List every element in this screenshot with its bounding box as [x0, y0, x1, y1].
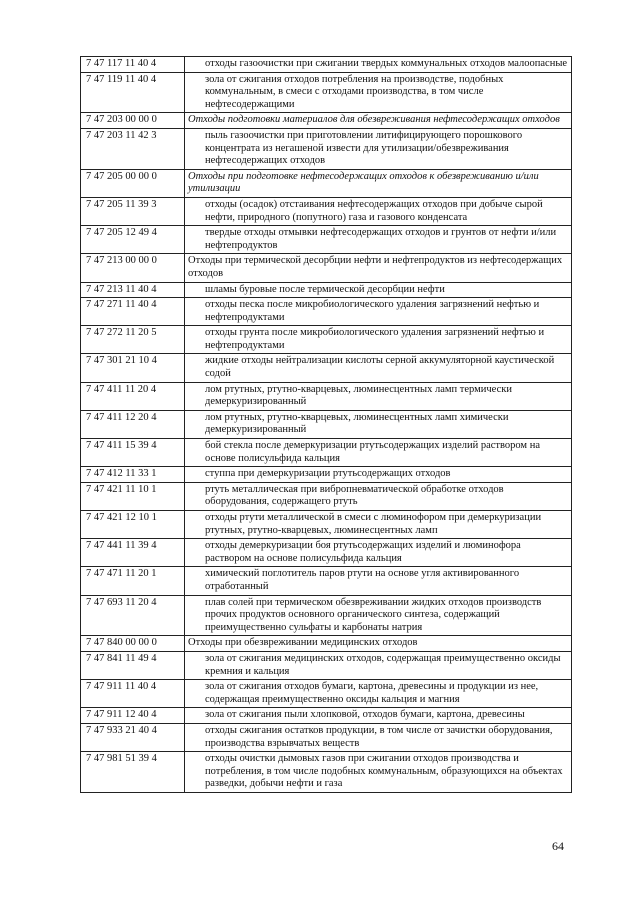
waste-code: 7 47 205 12 49 4	[81, 226, 185, 254]
waste-code: 7 47 412 11 33 1	[81, 467, 185, 483]
table-row	[81, 567, 572, 595]
table-row	[81, 382, 572, 410]
table-row	[81, 439, 572, 467]
table-row	[81, 752, 572, 793]
table-row	[81, 467, 572, 483]
waste-code: 7 47 911 11 40 4	[81, 680, 185, 708]
table-row	[81, 169, 572, 197]
table-row	[81, 197, 572, 225]
waste-code: 7 47 272 11 20 5	[81, 326, 185, 354]
waste-name: шламы буровые после термической десорбции нефти	[185, 282, 572, 298]
waste-name: отходы ртути металлической в смеси с люминофором при демеркуризации ртутных, ртутно-кварцевых, люминесцентных ламп	[185, 511, 572, 539]
waste-code: 7 47 911 12 40 4	[81, 708, 185, 724]
waste-name: зола от сжигания отходов бумаги, картона, древесины и продукции из нее, содержащая преимущественно оксиды кальция и магния	[185, 680, 572, 708]
waste-name: лом ртутных, ртутно-кварцевых, люминесцентных ламп химически демеркуризированный	[185, 410, 572, 438]
table-row	[81, 113, 572, 129]
table-row	[81, 298, 572, 326]
waste-name: ртуть металлическая при вибропневматической обработке отходов оборудования, содержащего ртуть	[185, 482, 572, 510]
table-row	[81, 326, 572, 354]
waste-name: отходы очистки дымовых газов при сжигании отходов производства и потребления, в том числе подобных коммунальным, образующихся на объектах разведки, добычи нефти и газа	[185, 752, 572, 793]
waste-name: химический поглотитель паров ртути на основе угля активированного отработанный	[185, 567, 572, 595]
table-row	[81, 511, 572, 539]
waste-code: 7 47 421 12 10 1	[81, 511, 185, 539]
waste-code: 7 47 205 00 00 0	[81, 169, 185, 197]
waste-catalog-table	[80, 56, 572, 793]
waste-code: 7 47 981 51 39 4	[81, 752, 185, 793]
waste-code: 7 47 119 11 40 4	[81, 72, 185, 113]
table-row	[81, 282, 572, 298]
group-heading: Отходы при подготовке нефтесодержащих отходов к обезвреживанию и/или утилизации	[185, 169, 572, 197]
table-row	[81, 226, 572, 254]
waste-name: отходы песка после микробиологического удаления загрязнений нефтью и нефтепродуктами	[185, 298, 572, 326]
waste-name: отходы демеркуризации боя ртутьсодержащих изделий и люминофора раствором на основе полисульфида кальция	[185, 539, 572, 567]
waste-name: жидкие отходы нейтрализации кислоты серной аккумуляторной каустической содой	[185, 354, 572, 382]
waste-code: 7 47 441 11 39 4	[81, 539, 185, 567]
waste-code: 7 47 840 00 00 0	[81, 636, 185, 652]
waste-code: 7 47 411 15 39 4	[81, 439, 185, 467]
table-row	[81, 128, 572, 169]
table-body	[81, 57, 572, 793]
waste-code: 7 47 213 00 00 0	[81, 254, 185, 282]
waste-code: 7 47 117 11 40 4	[81, 57, 185, 73]
waste-name: отходы сжигания остатков продукции, в том числе от зачистки оборудования, производства взрывчатых веществ	[185, 723, 572, 751]
table-row	[81, 708, 572, 724]
table-row	[81, 410, 572, 438]
waste-name: плав солей при термическом обезвреживании жидких отходов производств прочих продуктов основного органического синтеза, содержащий преимущественно сульфаты и карбонаты натрия	[185, 595, 572, 636]
waste-name: зола от сжигания медицинских отходов, содержащая преимущественно оксиды кремния и кальция	[185, 651, 572, 679]
waste-name: бой стекла после демеркуризации ртутьсодержащих изделий раствором на основе полисульфида кальция	[185, 439, 572, 467]
waste-code: 7 47 205 11 39 3	[81, 197, 185, 225]
waste-code: 7 47 301 21 10 4	[81, 354, 185, 382]
group-heading: Отходы при термической десорбции нефти и нефтепродуктов из нефтесодержащих отходов	[185, 254, 572, 282]
waste-code: 7 47 203 11 42 3	[81, 128, 185, 169]
waste-code: 7 47 203 00 00 0	[81, 113, 185, 129]
waste-code: 7 47 213 11 40 4	[81, 282, 185, 298]
table-row	[81, 636, 572, 652]
table-row	[81, 723, 572, 751]
table-row	[81, 57, 572, 73]
waste-name: ступпа при демеркуризации ртутьсодержащих отходов	[185, 467, 572, 483]
waste-code: 7 47 693 11 20 4	[81, 595, 185, 636]
table-row	[81, 539, 572, 567]
waste-name: отходы (осадок) отстаивания нефтесодержащих отходов при добыче сырой нефти, природного (попутного) газа и газового конденсата	[185, 197, 572, 225]
group-heading: Отходы подготовки материалов для обезвреживания нефтесодержащих отходов	[185, 113, 572, 129]
waste-name: зола от сжигания отходов потребления на производстве, подобных коммунальным, в смеси с отходами производства, в том числе нефтесодержащими	[185, 72, 572, 113]
page-number: 64	[552, 839, 564, 853]
table-row	[81, 254, 572, 282]
table-row	[81, 651, 572, 679]
waste-name: пыль газоочистки при приготовлении литифицирующего порошкового концентрата из негашеной извести для утилизации/обезвреживания нефтесодержащих отходов	[185, 128, 572, 169]
waste-code: 7 47 271 11 40 4	[81, 298, 185, 326]
table-row	[81, 72, 572, 113]
group-heading: Отходы при обезвреживании медицинских отходов	[185, 636, 572, 652]
table-row	[81, 354, 572, 382]
waste-code: 7 47 411 11 20 4	[81, 382, 185, 410]
waste-code: 7 47 421 11 10 1	[81, 482, 185, 510]
waste-name: зола от сжигания пыли хлопковой, отходов бумаги, картона, древесины	[185, 708, 572, 724]
table-row	[81, 482, 572, 510]
waste-code: 7 47 841 11 49 4	[81, 651, 185, 679]
waste-code: 7 47 411 12 20 4	[81, 410, 185, 438]
waste-name: отходы газоочистки при сжигании твердых коммунальных отходов малоопасные	[185, 57, 572, 73]
waste-name: твердые отходы отмывки нефтесодержащих отходов и грунтов от нефти и/или нефтепродуктов	[185, 226, 572, 254]
table-row	[81, 595, 572, 636]
waste-name: лом ртутных, ртутно-кварцевых, люминесцентных ламп термически демеркуризированный	[185, 382, 572, 410]
waste-code: 7 47 933 21 40 4	[81, 723, 185, 751]
table-row	[81, 680, 572, 708]
waste-name: отходы грунта после микробиологического удаления загрязнений нефтью и нефтепродуктами	[185, 326, 572, 354]
waste-code: 7 47 471 11 20 1	[81, 567, 185, 595]
